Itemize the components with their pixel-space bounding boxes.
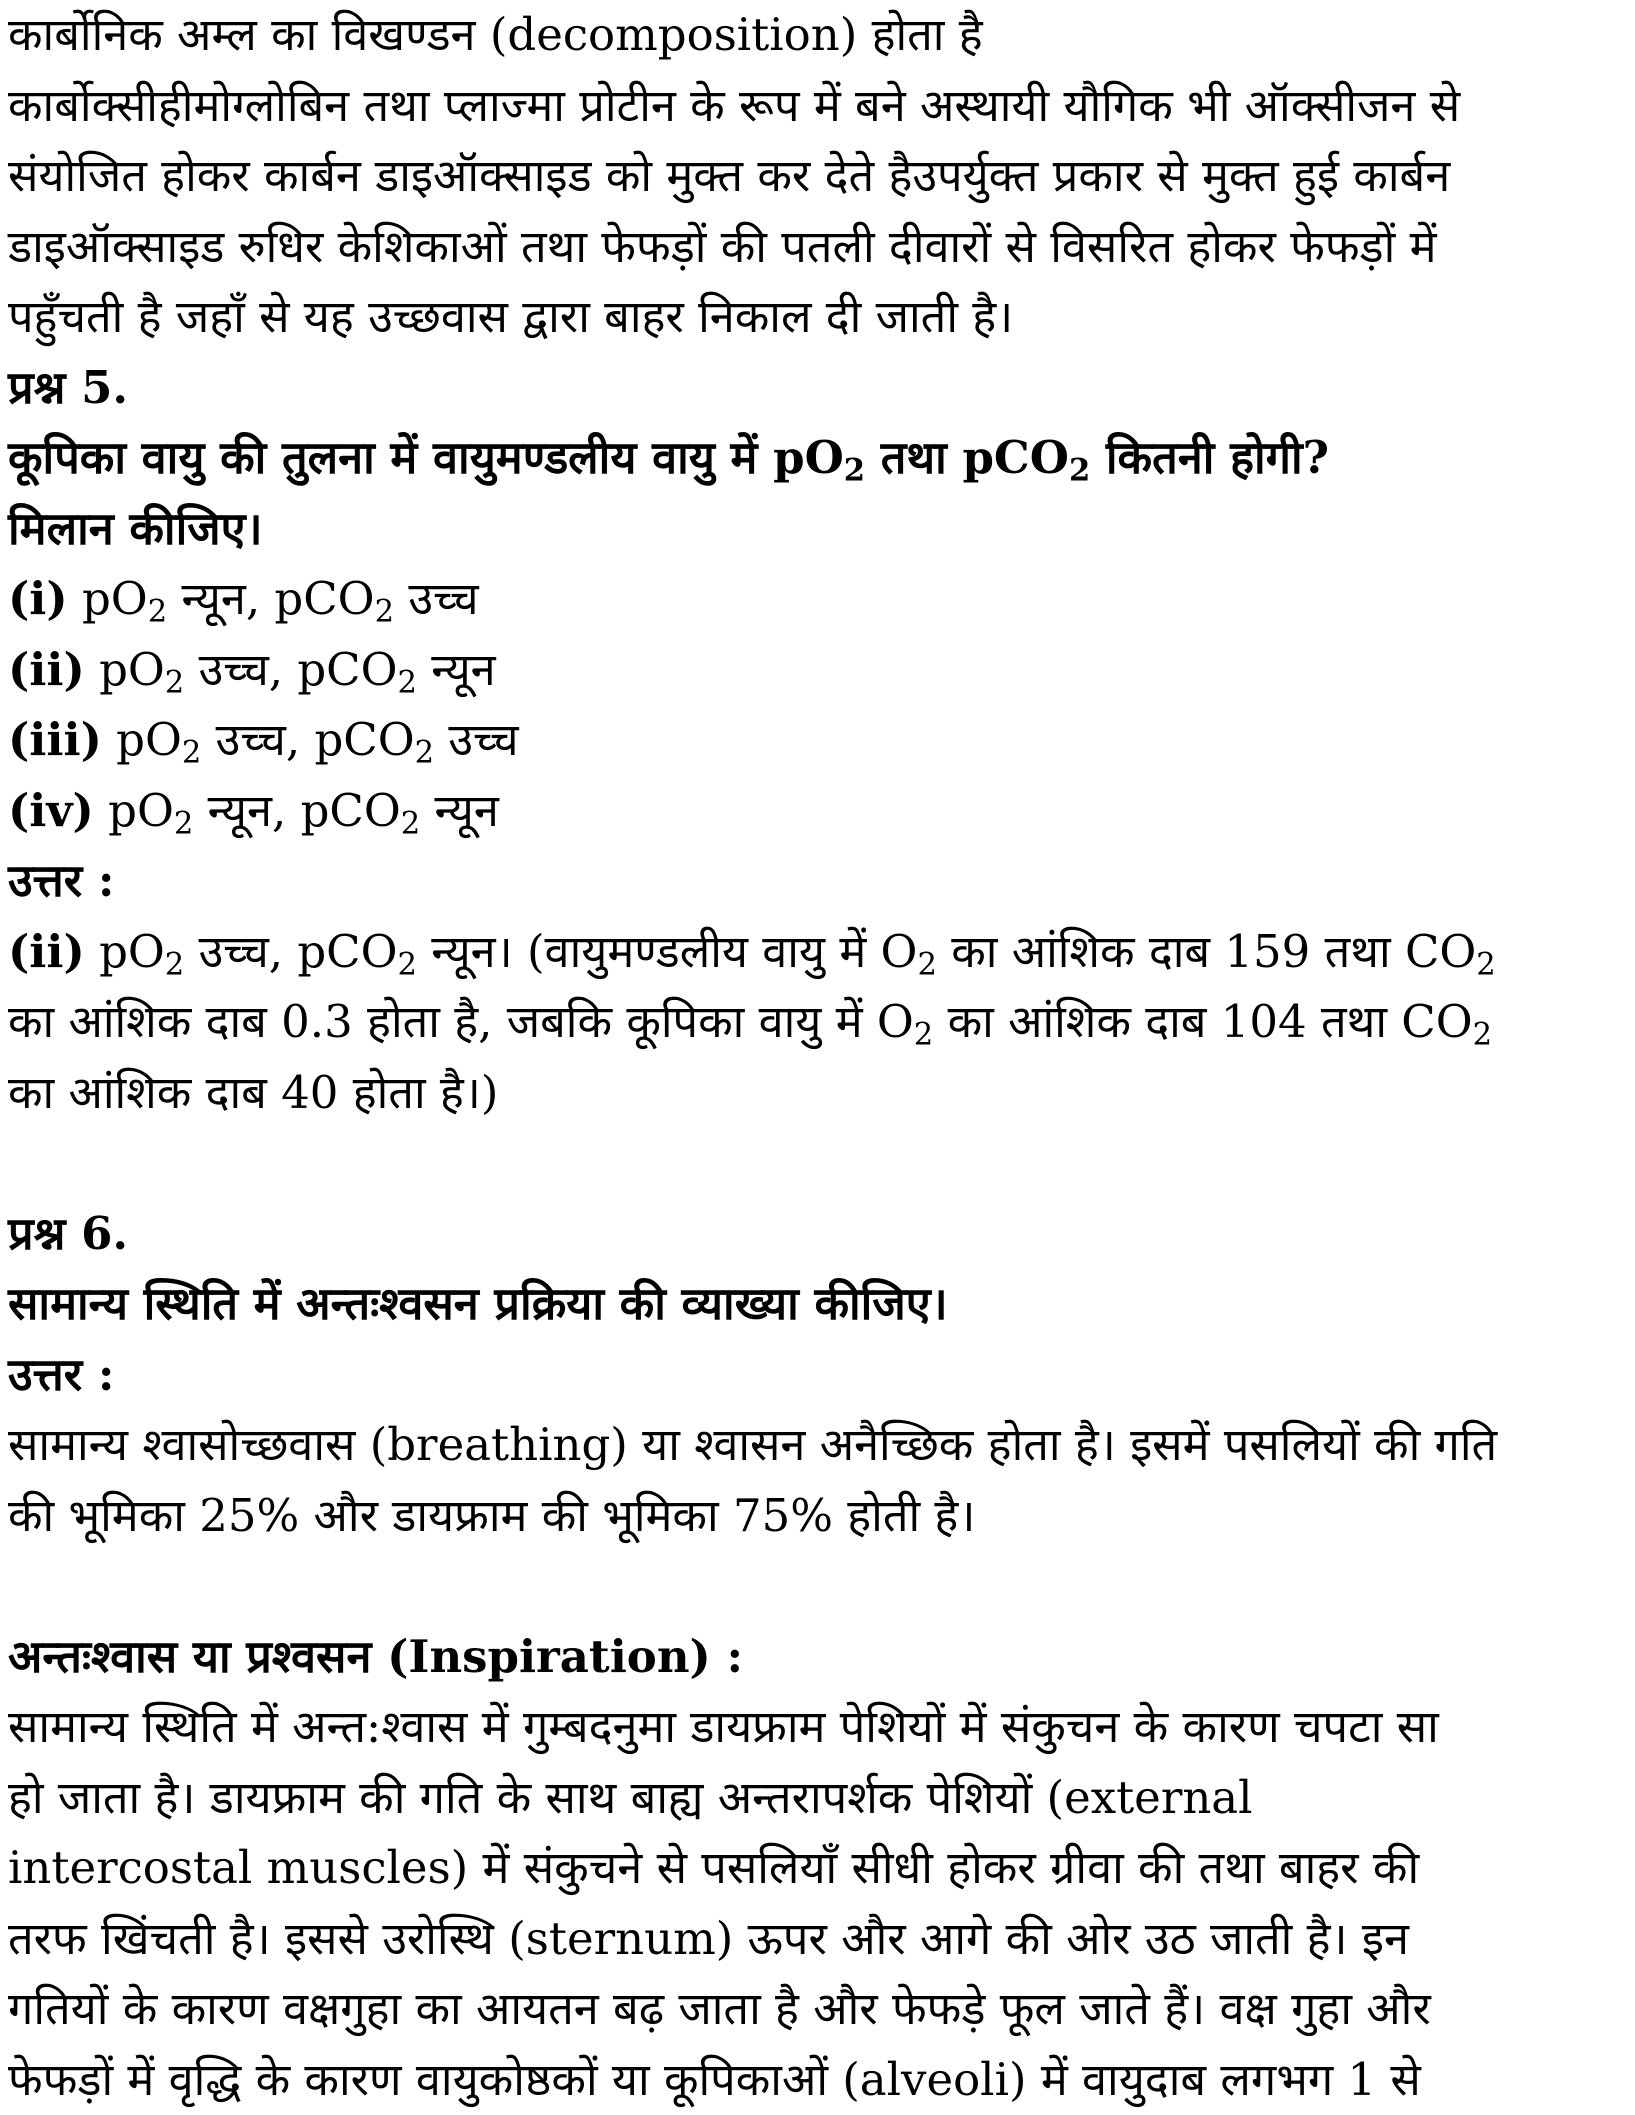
- answer-5-heading: उत्तर :: [8, 846, 1618, 917]
- inspiration-heading: अन्तःश्वास या प्रश्वसन (Inspiration) :: [8, 1622, 1618, 1693]
- option-item: (ii) $pO_2$ उच्च, pCO$_2$ न्यून: [8, 635, 1618, 706]
- intro-line-3: संयोजित होकर कार्बन डाइऑक्साइड को मुक्त कर देते हैउपर्युक्त प्रकार से मुक्त हुई कार्बन: [8, 141, 1618, 212]
- answer-6-heading: उत्तर :: [8, 1340, 1618, 1411]
- answer-5-line-1: (ii) $pO_2$ उच्च, pCO$_2$ न्यून। (वायुमण्डलीय वायु में $O_2$ का आंशिक दाब 159 तथा $CO_2$: [8, 917, 1618, 988]
- answer-6-para-2-line-3: intercostal muscles) में संकुचने से पसलियाँ सीधी होकर ग्रीवा की तथा बाहर की: [8, 1833, 1618, 1904]
- intro-line-4: डाइऑक्साइड रुधिर केशिकाओं तथा फेफड़ों की पतली दीवारों से विसरित होकर फेफड़ों में: [8, 212, 1618, 283]
- question-6-heading: प्रश्न 6.: [8, 1199, 1618, 1270]
- document-page: [8, 0, 1618, 2115]
- option-item: (i) $pO_2$ न्यून, pCO$_2$ उच्च: [8, 564, 1618, 635]
- question-5-text-line-2: मिलान कीजिए।: [8, 494, 1618, 565]
- answer-6-para-1-line-1: सामान्य श्वासोच्छवास (breathing) या श्वासन अनैच्छिक होता है। इसमें पसलियों की गति: [8, 1410, 1618, 1481]
- intro-line-1: कार्बोनिक अम्ल का विखण्डन (decomposition) होता है: [8, 0, 1618, 71]
- answer-6-para-2-line-4: तरफ खिंचती है। इससे उरोस्थि (sternum) ऊपर और आगे की ओर उठ जाती है। इन: [8, 1904, 1618, 1975]
- spacer: [8, 1551, 1618, 1622]
- intro-line-5: पहुँचती है जहाँ से यह उच्छवास द्वारा बाहर निकाल दी जाती है।: [8, 282, 1618, 353]
- option-item: (iii) $pO_2$ उच्च, pCO$_2$ उच्च: [8, 705, 1618, 776]
- intro-line-2: कार्बोक्सीहीमोग्लोबिन तथा प्लाज्मा प्रोटीन के रूप में बने अस्थायी यौगिक भी ऑक्सीजन से: [8, 71, 1618, 142]
- spacer: [8, 1128, 1618, 1199]
- answer-6-para-2-line-6: फेफड़ों में वृद्धि के कारण वायुकोष्ठकों या कूपिकाओं (alveoli) में वायुदाब लगभग 1 से: [8, 2045, 1618, 2115]
- answer-5-line-3: का आंशिक दाब 40 होता है।): [8, 1058, 1618, 1129]
- question-5-heading: प्रश्न 5.: [8, 353, 1618, 424]
- answer-6-para-2-line-2: हो जाता है। डायफ्राम की गति के साथ बाह्य अन्तरापर्शक पेशियों (external: [8, 1763, 1618, 1834]
- option-item: (iv) $pO_2$ न्यून, pCO$_2$ न्यून: [8, 776, 1618, 847]
- answer-6-para-2-line-5: गतियों के कारण वक्षगुहा का आयतन बढ़ जाता है और फेफड़े फूल जाते हैं। वक्ष गुहा और: [8, 1974, 1618, 2045]
- answer-6-para-2-line-1: सामान्य स्थिति में अन्त:श्वास में गुम्बदनुमा डायफ्राम पेशियों में संकुचन के कारण चपटा सा: [8, 1692, 1618, 1763]
- question-6-text: सामान्य स्थिति में अन्तःश्वसन प्रक्रिया की व्याख्या कीजिए।: [8, 1269, 1618, 1340]
- question-5-text: कूपिका वायु की तुलना में वायुमण्डलीय वायु में $pO_2$ तथा pCO$_2$ कितनी होगी?: [8, 423, 1618, 494]
- answer-5-line-2: का आंशिक दाब 0.3 होता है, जबकि कूपिका वायु में $O_2$ का आंशिक दाब 104 तथा $CO_2$: [8, 987, 1618, 1058]
- answer-6-para-1-line-2: की भूमिका 25% और डायफ्राम की भूमिका 75% होती है।: [8, 1481, 1618, 1552]
